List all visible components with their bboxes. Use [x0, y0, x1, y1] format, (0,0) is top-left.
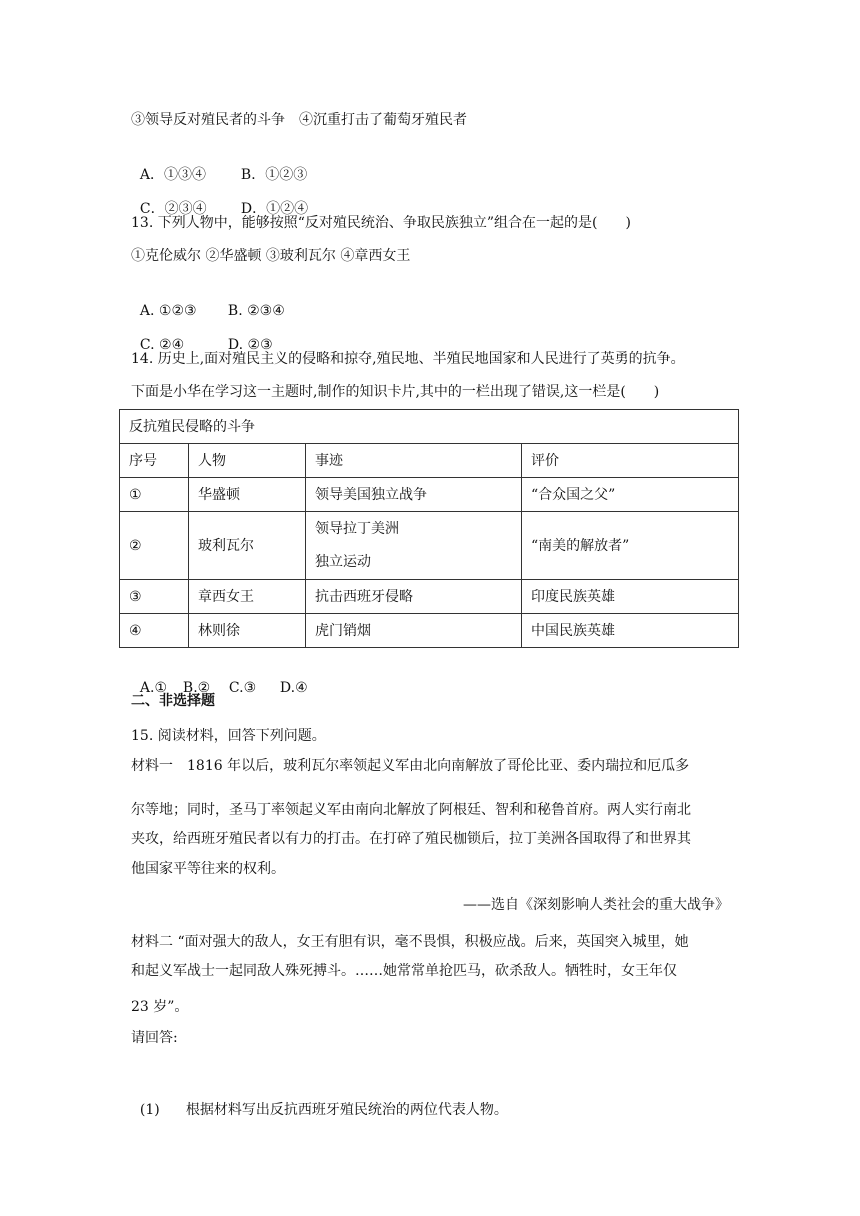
row-no: ②: [120, 512, 189, 580]
q14-option-a: A.①: [139, 680, 168, 696]
table-title: 反抗殖民侵略的斗争: [120, 410, 739, 444]
q13-option-d: D. ②③: [227, 337, 273, 353]
q13-option-a: A. ①②③: [139, 303, 197, 319]
q12-items: ③领导反对殖民者的斗争 ④沉重打击了葡萄牙殖民者: [131, 112, 467, 128]
subquestion-number: (1): [139, 1102, 160, 1118]
row-eval: 中国民族英雄: [522, 614, 739, 648]
header-person: 人物: [189, 444, 306, 478]
q13-option-b: B. ②③④: [227, 303, 285, 319]
row-person: 玻利瓦尔: [189, 512, 306, 580]
q12-option-a: A．①③④: [139, 167, 207, 183]
table-row: [120, 478, 739, 512]
table-row: [120, 512, 739, 580]
row-deed: 虎门销烟: [306, 614, 522, 648]
header-deed: 事迹: [306, 444, 522, 478]
table-header-row: [120, 444, 739, 478]
q15-subquestion-1: [131, 1080, 508, 1120]
subquestion-text: 根据材料写出反抗西班牙殖民统治的两位代表人物。: [185, 1102, 508, 1118]
row-deed: [306, 512, 522, 580]
q15-material2-line1: 材料二 “面对强大的敌人，女王有胆有识，毫不畏惧，积极应战。后来，英国突入城里，她: [131, 934, 689, 950]
q14-option-c: C.③: [228, 680, 257, 696]
q15-material1-line2: 尔等地；同时，圣马丁率领起义军由南向北解放了阿根廷、智利和秘鲁首府。两人实行南北: [131, 802, 691, 818]
row-no: ③: [120, 580, 189, 614]
header-eval: 评价: [522, 444, 739, 478]
q12-option-b: B．①②③: [240, 167, 308, 183]
q13-option-c: C. ②④: [139, 337, 185, 353]
row-person: 林则徐: [189, 614, 306, 648]
q14-option-b: B.②: [182, 680, 211, 696]
knowledge-card-table: [119, 409, 739, 648]
q15-ask: 请回答:: [131, 1030, 178, 1046]
q15-material1-source: ——选自《深刻影响人类社会的重大战争》: [463, 897, 729, 913]
row-deed: 领导美国独立战争: [306, 478, 522, 512]
q14-option-d: D.④: [279, 680, 308, 696]
q15-material1-line3: 夹攻，给西班牙殖民者以有力的打击。在打碎了殖民枷锁后，拉丁美洲各国取得了和世界其: [131, 831, 691, 847]
row-no: ④: [120, 614, 189, 648]
q15-material2-line2: 和起义军战士一起同敌人殊死搏斗。……她常常单抢匹马，砍杀敌人。牺牲时，女王年仅: [131, 963, 677, 979]
q12-option-d: D．①②④: [240, 201, 309, 217]
row-eval: “南美的解放者”: [522, 512, 739, 580]
q13-items: ①克伦威尔 ②华盛顿 ③玻利瓦尔 ④章西女王: [131, 248, 411, 264]
q13-stem: 13. 下列人物中，能够按照“反对殖民统治、争取民族独立”组合在一起的是( ): [131, 215, 631, 231]
q14-stem-line1: 14. 历史上,面对殖民主义的侵略和掠夺,殖民地、半殖民地国家和人民进行了英勇的抗争。: [131, 351, 685, 367]
q15-material1-line4: 他国家平等往来的权利。: [131, 861, 285, 877]
section-heading: 二、非选择题: [131, 693, 215, 709]
row-deed-line1: 领导拉丁美洲: [315, 520, 399, 537]
row-no: ①: [120, 478, 189, 512]
row-eval: 印度民族英雄: [522, 580, 739, 614]
row-eval: “合众国之父”: [522, 478, 739, 512]
q15-material2-line3: 23 岁”。: [131, 999, 189, 1015]
table-row: [120, 580, 739, 614]
row-person: 华盛顿: [189, 478, 306, 512]
q15-material1-line1: 材料一 1816 年以后，玻利瓦尔率领起义军由北向南解放了哥伦比亚、委内瑞拉和厄瓜多: [131, 758, 690, 774]
q15-stem: 15. 阅读材料，回答下列问题。: [131, 728, 326, 744]
q14-stem-line2: 下面是小华在学习这一主题时,制作的知识卡片,其中的一栏出现了错误,这一栏是( ): [131, 384, 660, 400]
row-deed-line2: 独立运动: [315, 553, 371, 570]
row-person: 章西女王: [189, 580, 306, 614]
q12-option-c: C．②③④: [139, 201, 207, 217]
header-no: 序号: [120, 444, 189, 478]
table-row: [120, 614, 739, 648]
row-deed: 抗击西班牙侵略: [306, 580, 522, 614]
